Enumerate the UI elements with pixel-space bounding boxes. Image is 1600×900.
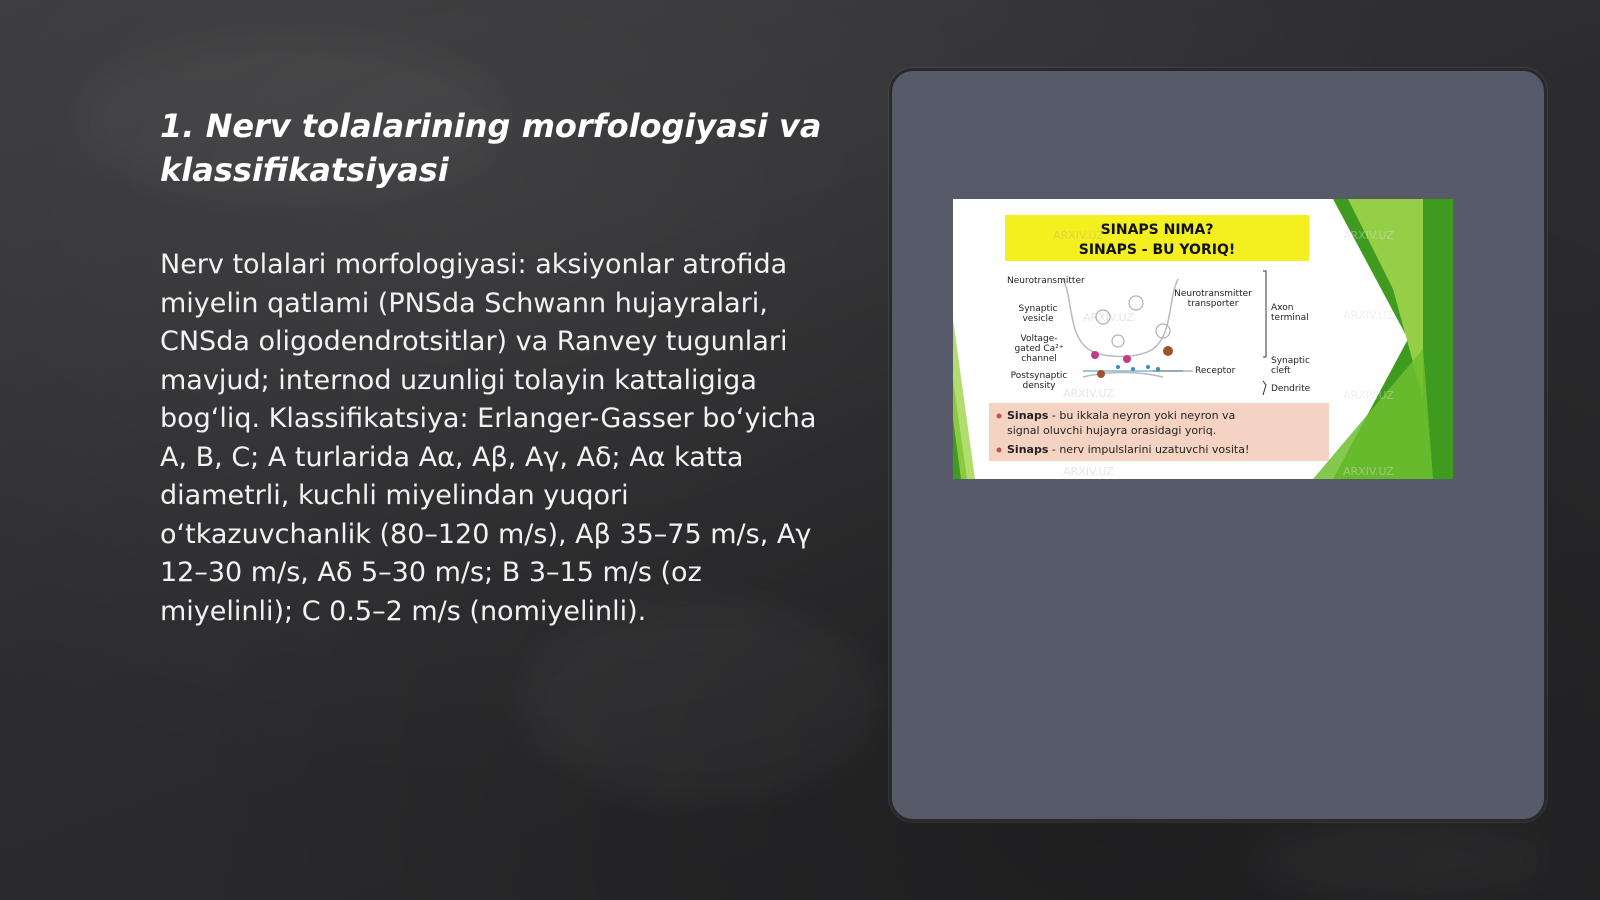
label-postsynaptic-density: Postsynaptic xyxy=(1010,371,1068,381)
label-transporter: transporter xyxy=(1187,299,1239,309)
watermark-text: ARXIV.UZ xyxy=(1053,229,1104,242)
synapse-figure xyxy=(953,199,1453,479)
note-1-line-1: Sinaps - bu ikkala neyron yoki neyron va xyxy=(1007,409,1236,422)
label-receptor: Receptor xyxy=(1195,366,1236,376)
label-voltage-channel: gated Ca²⁺ xyxy=(1014,344,1064,354)
label-synaptic-vesicle: vesicle xyxy=(1022,314,1054,324)
calcium-channel-icon xyxy=(1091,351,1099,359)
neurotransmitter-dot xyxy=(1146,365,1150,369)
label-synaptic-cleft: Synaptic xyxy=(1271,356,1310,366)
slide-body-text: Nerv tolalari morfologiyasi: aksiyonlar atrofida miyelin qatlami (PNSda Schwann hujayralari, CNSda oligodendrotsitlar) va Ranvey tugunlari mavjud; internod uzunligi tolayin kattaligiga bog‘liq. Klassifikatsiya: Erlanger-Gasser bo‘yicha A, B, C; A turlarida Aα, Aβ, Aγ, Aδ; Aα katta diametrli, kuchli miyelindan yuqori o‘tkazuvchanlik (80–120 m/s), Aβ 35–75 m/s, Aγ 12–30 m/s, Aδ 5–30 m/s; B 3–15 m/s (oz miyelinli); C 0.5–2 m/s (nomiyelinli). xyxy=(160,249,817,627)
banner-line-1: SINAPS NIMA? xyxy=(1100,222,1214,238)
label-axon-terminal: Axon xyxy=(1271,303,1294,313)
slide-title: 1. Nerv tolalarining morfologiyasi va klassifikatsiyasi xyxy=(160,107,822,189)
media-panel xyxy=(889,68,1547,822)
watermark-text: ARXIV.UZ xyxy=(1343,309,1394,322)
receptor-icon xyxy=(1097,370,1105,378)
transporter-icon xyxy=(1163,346,1173,356)
label-axon-terminal: terminal xyxy=(1271,313,1309,323)
label-synaptic-vesicle: Synaptic xyxy=(1018,304,1058,314)
neurotransmitter-dot xyxy=(1116,365,1120,369)
watermark-text: ARXIV.UZ xyxy=(1343,229,1394,242)
label-dendrite: Dendrite xyxy=(1271,384,1311,394)
label-transporter: Neurotransmitter xyxy=(1174,289,1252,299)
watermark-text: ARXIV.UZ xyxy=(1063,387,1114,400)
bullet-icon xyxy=(997,414,1002,419)
chalk-smudge xyxy=(1250,820,1550,900)
watermark-text: ARXIV.UZ xyxy=(1343,389,1394,402)
label-voltage-channel: channel xyxy=(1021,354,1057,364)
watermark-text: ARXIV.UZ xyxy=(1083,311,1134,324)
neurotransmitter-dot xyxy=(1131,367,1135,371)
label-postsynaptic-density: density xyxy=(1022,381,1056,391)
calcium-channel-icon xyxy=(1123,355,1131,363)
label-voltage-channel: Voltage- xyxy=(1020,334,1058,344)
note-1-line-2: signal oluvchi hujayra orasidagi yoriq. xyxy=(1007,424,1217,437)
label-synaptic-cleft: cleft xyxy=(1271,366,1291,376)
watermark-text: ARXIV.UZ xyxy=(1063,465,1114,478)
banner-line-2: SINAPS - BU YORIQ! xyxy=(1078,242,1236,258)
neurotransmitter-dot xyxy=(1156,367,1160,371)
bullet-icon xyxy=(997,448,1002,453)
note-2-line-1: Sinaps - nerv impulslarini uzatuvchi vosita! xyxy=(1007,443,1250,456)
label-neurotransmitter: Neurotransmitter xyxy=(1007,276,1085,286)
watermark-text: ARXIV.UZ xyxy=(1343,465,1394,478)
